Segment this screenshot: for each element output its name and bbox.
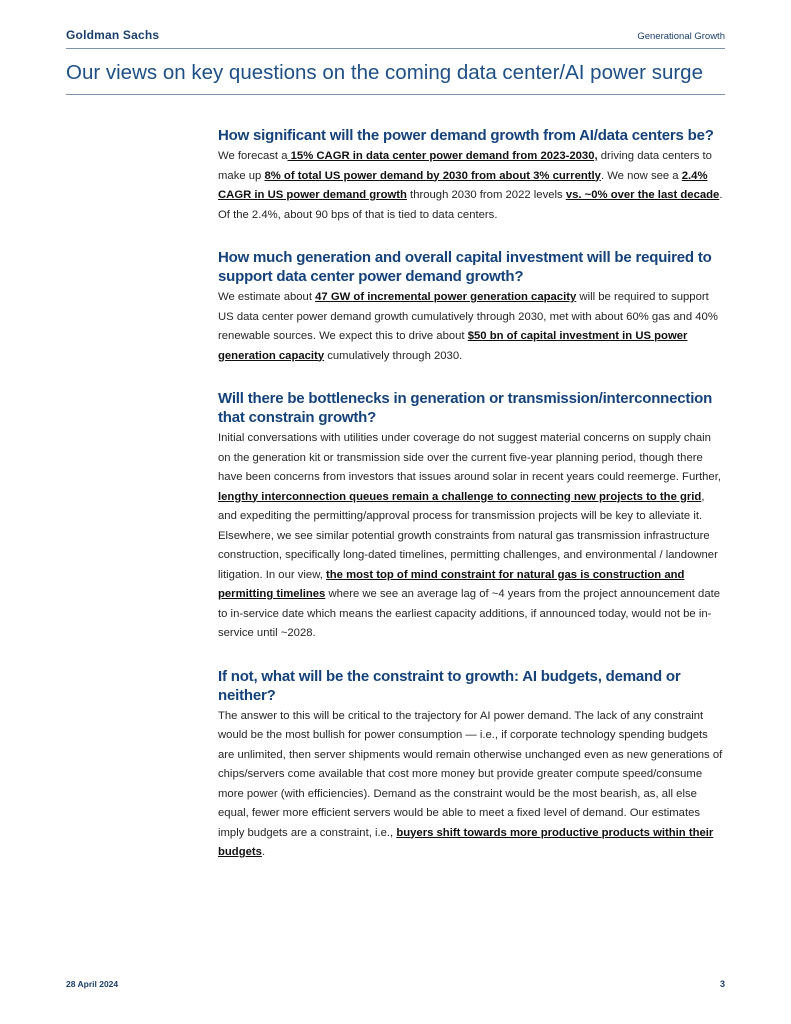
highlighted-key-finding: $50 bn of capital investment in US power generation capacity [218, 330, 688, 362]
qa-section-capital-investment [218, 248, 726, 366]
answer-text: . [261, 846, 266, 858]
qa-section-data-center-demand [218, 126, 726, 225]
header-divider [66, 48, 725, 49]
title-divider [66, 94, 725, 95]
highlighted-key-finding: lengthy interconnection queues remain a challenge to connecting new projects to the grid [218, 490, 702, 503]
question-heading: How significant will the power demand growth from AI/data centers be? [218, 127, 714, 144]
answer-text: . Of the 2.4%, about 90 bps of that is tied to data centers. [218, 189, 723, 221]
qa-content [218, 126, 726, 886]
answer-paragraph [218, 147, 726, 225]
highlighted-key-finding: 47 GW of incremental power generation capacity [315, 291, 577, 303]
brand-name: Goldman Sachs [66, 28, 160, 42]
question-heading: How much generation and overall capital investment will be required to support data center power demand growth? [218, 249, 712, 285]
answer-text: Initial conversations with utilities under coverage do not suggest material concerns on supply chain on the generation kit or transmission side over the current five-year planning period, though there have been concerns from investors that issues around solar in recent years could reemerge. Further, [218, 432, 721, 483]
highlighted-key-finding: the most top of mind constraint for natural gas is construction and permitting timelines [218, 568, 685, 600]
footer-date: 28 April 2024 [66, 979, 119, 989]
page-number: 3 [719, 979, 725, 989]
qa-section-bottlenecks [218, 389, 726, 644]
answer-text: where we see an average lag of ~4 years from the project announcement date to in-service date which means the earliest capacity additions, if announced today, would not be in-service until ~2028. [218, 588, 721, 639]
report-name: Generational Growth [637, 31, 725, 42]
question-heading: If not, what will be the constraint to growth: AI budgets, demand or neither? [218, 667, 681, 704]
highlighted-key-finding: vs. ~0% over the last decade [565, 189, 720, 201]
answer-text: . We now see a [600, 169, 682, 182]
answer-paragraph [218, 707, 726, 863]
highlighted-key-finding: 15% CAGR in data center power demand from 2023-2030, [287, 150, 598, 162]
answer-text: through 2030 from 2022 levels [406, 189, 566, 201]
page-title: Our views on key questions on the coming data center/AI power surge [66, 61, 703, 84]
answer-text: We estimate about [218, 291, 316, 303]
answer-text: The answer to this will be critical to the trajectory for AI power demand. The lack of any constraint would be the most bullish for power consumption — i.e., if corporate technology spending budgets are unlimited, then server shipments would remain otherwise unchanged even as new generations of chips/servers come available that cost more money but provide greater compute speed/consume more power (with efficiencies). Demand as the constraint would be the most bearish, as, all else equal, fewer more efficient servers would be able to meet a fixed level of demand. Our estimates imply budgets are a constraint, i.e., [218, 709, 723, 839]
answer-text: We forecast a [218, 150, 288, 162]
answer-text: driving data centers to make up [218, 150, 712, 182]
answer-paragraph [218, 288, 726, 366]
highlighted-key-finding: 8% of total US power demand by 2030 from about 3% currently [264, 169, 601, 182]
answer-paragraph [218, 429, 726, 644]
qa-section-growth-constraint [218, 667, 726, 863]
answer-text: will be required to support US data center power demand growth cumulatively through 2030, met with about 60% gas and 40% renewable sources. We expect this to drive about [218, 291, 718, 342]
answer-text: cumulatively through 2030. [324, 349, 463, 362]
highlighted-key-finding: 2.4% CAGR in US power demand growth [218, 169, 708, 201]
question-heading: Will there be bottlenecks in generation or transmission/interconnection that constrain growth? [218, 390, 713, 426]
highlighted-key-finding: buyers shift towards more productive products within their budgets [218, 826, 714, 858]
answer-text: , and expediting the permitting/approval process for transmission projects will be key to alleviate it. Elsewhere, we see similar potential growth constraints from natural gas transmission infrastructure construction, specifically long-dated timelines, permitting challenges, and environmental / landowner litigation. In our view, [218, 490, 718, 581]
